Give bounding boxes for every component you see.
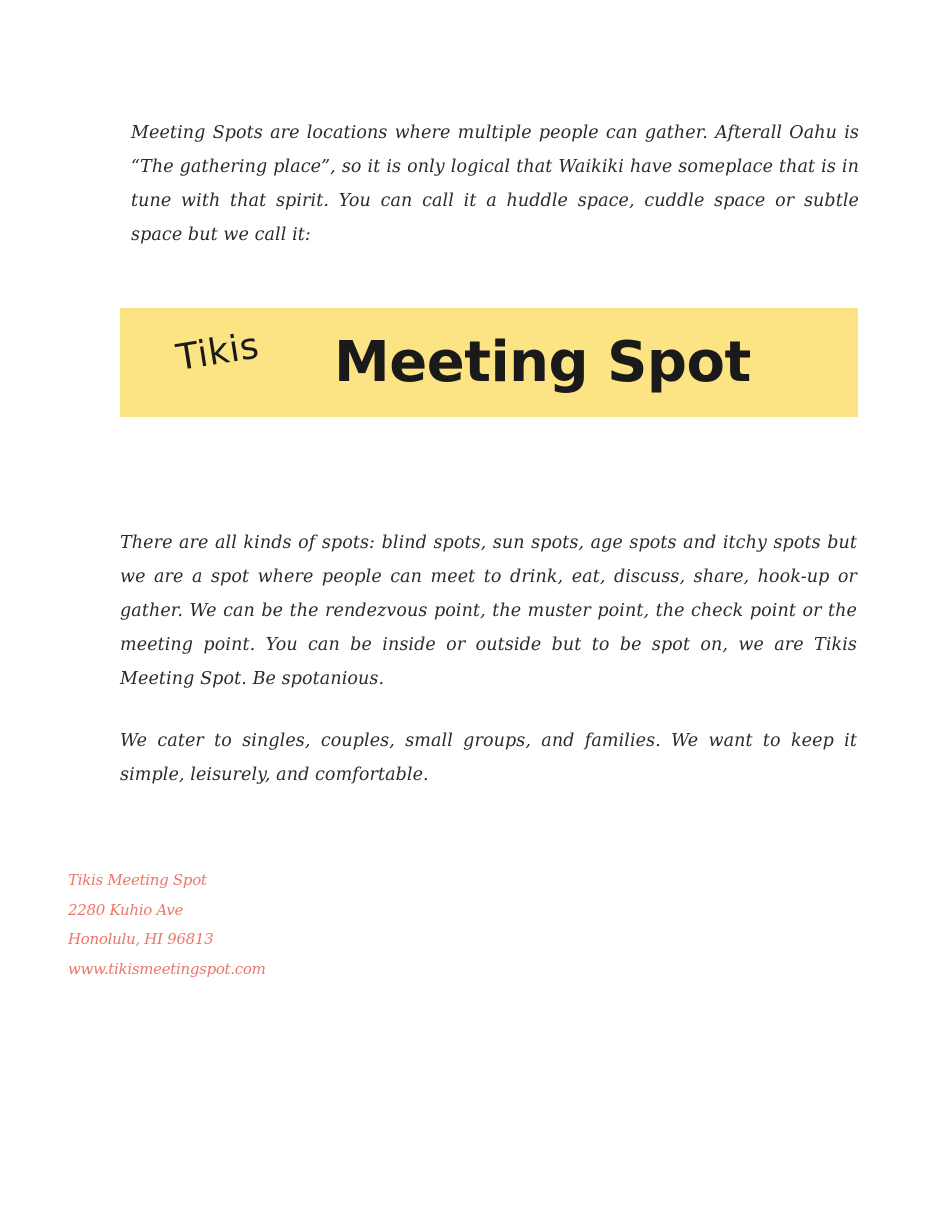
title-banner — [120, 308, 858, 417]
banner-title: Meeting Spot — [334, 330, 751, 395]
address-business-name: Tikis Meeting Spot — [68, 871, 207, 889]
body-paragraph-cater: We cater to singles, couples, small groups, and families. We want to keep it simple, leisurely, and comfortable. — [120, 731, 857, 785]
address-website-link[interactable]: www.tikismeetingspot.com — [68, 959, 266, 978]
address-block — [68, 866, 266, 984]
banner-brand-word: Tikis — [173, 325, 262, 379]
intro-paragraph: Meeting Spots are locations where multiple people can gather. Afterall Oahu is “The gathering place”, so it is only logical that Waikiki have someplace that is in tune with that spirit. You can call it a huddle space, cuddle space or subtle space but we call it: — [131, 123, 859, 245]
address-city: Honolulu, HI 96813 — [68, 930, 214, 948]
body-paragraph-spots: There are all kinds of spots: blind spots, sun spots, age spots and itchy spots but we are a spot where people can meet to drink, eat, discuss, share, hook-up or gather. We can be the rendezvous point, the muster point, the check point or the meeting point. You can be inside or outside but to be spot on, we are Tikis Meeting Spot. Be spotanious. — [120, 533, 857, 689]
address-street: 2280 Kuhio Ave — [68, 900, 184, 919]
